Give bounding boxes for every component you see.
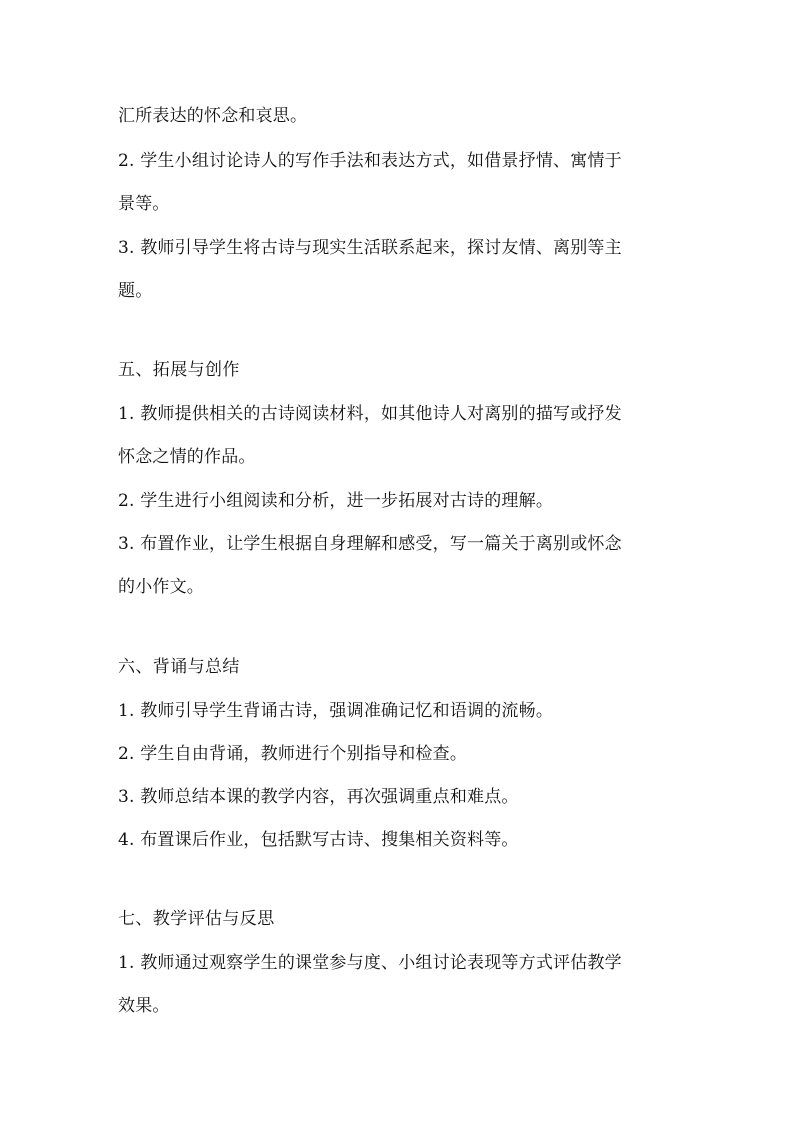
section-heading-6: 六、背诵与总结 [118, 657, 240, 677]
paragraph-line: 题。 [118, 281, 153, 301]
list-item: 3. 布置作业，让学生根据自身理解和感受，写一篇关于离别或怀念 [118, 534, 622, 554]
list-item: 1. 教师通过观察学生的课堂参与度、小组讨论表现等方式评估教学 [118, 953, 622, 973]
paragraph-line: 效果。 [118, 996, 170, 1016]
list-item: 2. 学生进行小组阅读和分析，进一步拓展对古诗的理解。 [118, 491, 554, 511]
list-item: 2. 学生小组讨论诗人的写作手法和表达方式，如借景抒情、寓情于 [118, 151, 622, 171]
list-item: 2. 学生自由背诵，教师进行个别指导和检查。 [118, 744, 468, 764]
list-item: 1. 教师提供相关的古诗阅读材料，如其他诗人对离别的描写或抒发 [118, 404, 622, 424]
paragraph-line: 汇所表达的怀念和哀思。 [118, 106, 308, 126]
list-item: 4. 布置课后作业，包括默写古诗、搜集相关资料等。 [118, 830, 519, 850]
section-heading-5: 五、拓展与创作 [118, 360, 240, 380]
section-heading-7: 七、教学评估与反思 [118, 909, 275, 929]
list-item: 3. 教师引导学生将古诗与现实生活联系起来，探讨友情、离别等主 [118, 238, 622, 258]
paragraph-line: 怀念之情的作品。 [118, 447, 256, 467]
list-item: 3. 教师总结本课的教学内容，再次强调重点和难点。 [118, 787, 519, 807]
paragraph-line: 景等。 [118, 194, 170, 214]
paragraph-line: 的小作文。 [118, 577, 204, 597]
list-item: 1. 教师引导学生背诵古诗，强调准确记忆和语调的流畅。 [118, 701, 554, 721]
